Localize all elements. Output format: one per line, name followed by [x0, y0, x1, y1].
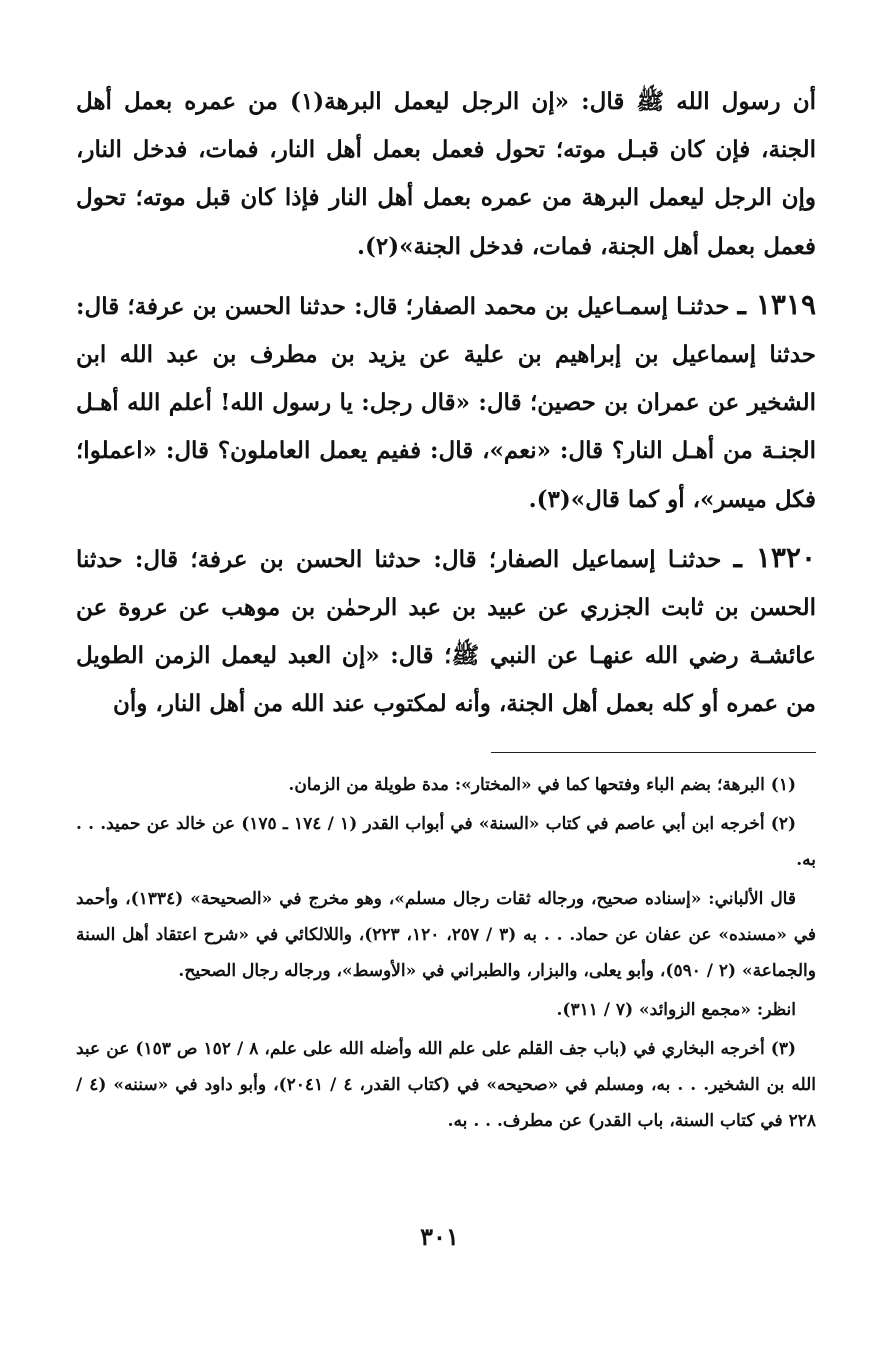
- hadith-1319: [76, 281, 816, 524]
- footnotes: [76, 767, 816, 1139]
- hadith-1320: [76, 534, 816, 729]
- footnote-divider: [491, 752, 816, 753]
- intro-paragraph: أن رسول الله ﷺ قال: «إن الرجل ليعمل البرهة(١) من عمره بعمل أهل الجنة، فإن كان قبـل موته؛ تحول فعمل بعمل أهل النار، فمات، فدخل النار، وإن الرجل ليعمل البرهة من عمره بعمل أهل النار فإذا كان قبل موته؛ تحول فعمل بعمل أهل الجنة، فمات، فدخل الجنة»(٢).: [76, 88, 817, 260]
- hadith-number: ١٣٢٠ ـ: [733, 540, 816, 574]
- page-content: [76, 78, 816, 1142]
- hadith-number: ١٣١٩ ـ: [737, 287, 816, 321]
- footnote-2-albani: قال الألباني: «إسناده صحيح، ورجاله ثقات رجال مسلم»، وهو مخرج في «الصحيحة» (١٣٣٤)، وأحمد في «مسنده» عن عفان عن حماد. . . به (٣ / ٢٥٧، ١٢٠، ٢٢٣)، واللالكائي في «شرح اعتقاد أهل السنة والجماعة» (٢ / ٥٩٠)، وأبو يعلى، والبزار، والطبراني في «الأوسط»، ورجاله رجال الصحيح.: [76, 888, 817, 981]
- page-number: ٣٠١: [420, 1222, 459, 1251]
- footnote-3: (٣) أخرجه البخاري في (باب جف القلم على علم الله وأضله الله على علم، ٨ / ١٥٢ ص ١٥٣) عن عبد الله بن الشخير. . . به، ومسلم في «صحيحه» في (كتاب القدر، ٤ / ٢٠٤١)، وأبو داود في «سننه» (٤ / ٢٢٨ في كتاب السنة، باب القدر) عن مطرف. . . به.: [76, 1038, 816, 1131]
- footnote-1: (١) البرهة؛ بضم الباء وفتحها كما في «المختار»: مدة طويلة من الزمان.: [288, 774, 796, 795]
- hadith-text: حدثنـا إسماعيل الصفار؛ قال: حدثنا الحسن بن عرفة؛ قال: حدثنا الحسن بن ثابت الجزري عن عبيد بن عبد الرحمٰن بن موهب عن عروة عن عائشـة رضي الله عنهـا عن النبي ﷺ؛ قال: «إن العبد ليعمل الزمن الطويل من عمره أو كله بعمل أهل الجنة، وأنه لمكتوب عند الله من أهل النار، وأن: [76, 545, 816, 718]
- footnote-2: (٢) أخرجه ابن أبي عاصم في كتاب «السنة» في أبواب القدر (١ / ١٧٤ ـ ١٧٥) عن خالد عن حميد. . . به.: [76, 813, 816, 870]
- main-text: [76, 78, 816, 729]
- footnote-2-see: انظر: «مجمع الزوائد» (٧ / ٣١١).: [556, 999, 796, 1020]
- hadith-text: حدثنـا إسمـاعيل بن محمد الصفار؛ قال: حدثنا الحسن بن عرفة؛ قال: حدثنا إسماعيل بن إبراهيم بن علية عن يزيد بن مطرف بن عبد الله ابن الشخير عن عمران بن حصين؛ قال: «قال رجل: يا رسول الله! أعلم الله أهـل الجنـة من أهـل النار؟ قال: «نعم»، قال: ففيم يعمل العاملون؟ قال: «اعملوا؛ فكل ميسر»، أو كما قال»(٣).: [76, 292, 816, 513]
